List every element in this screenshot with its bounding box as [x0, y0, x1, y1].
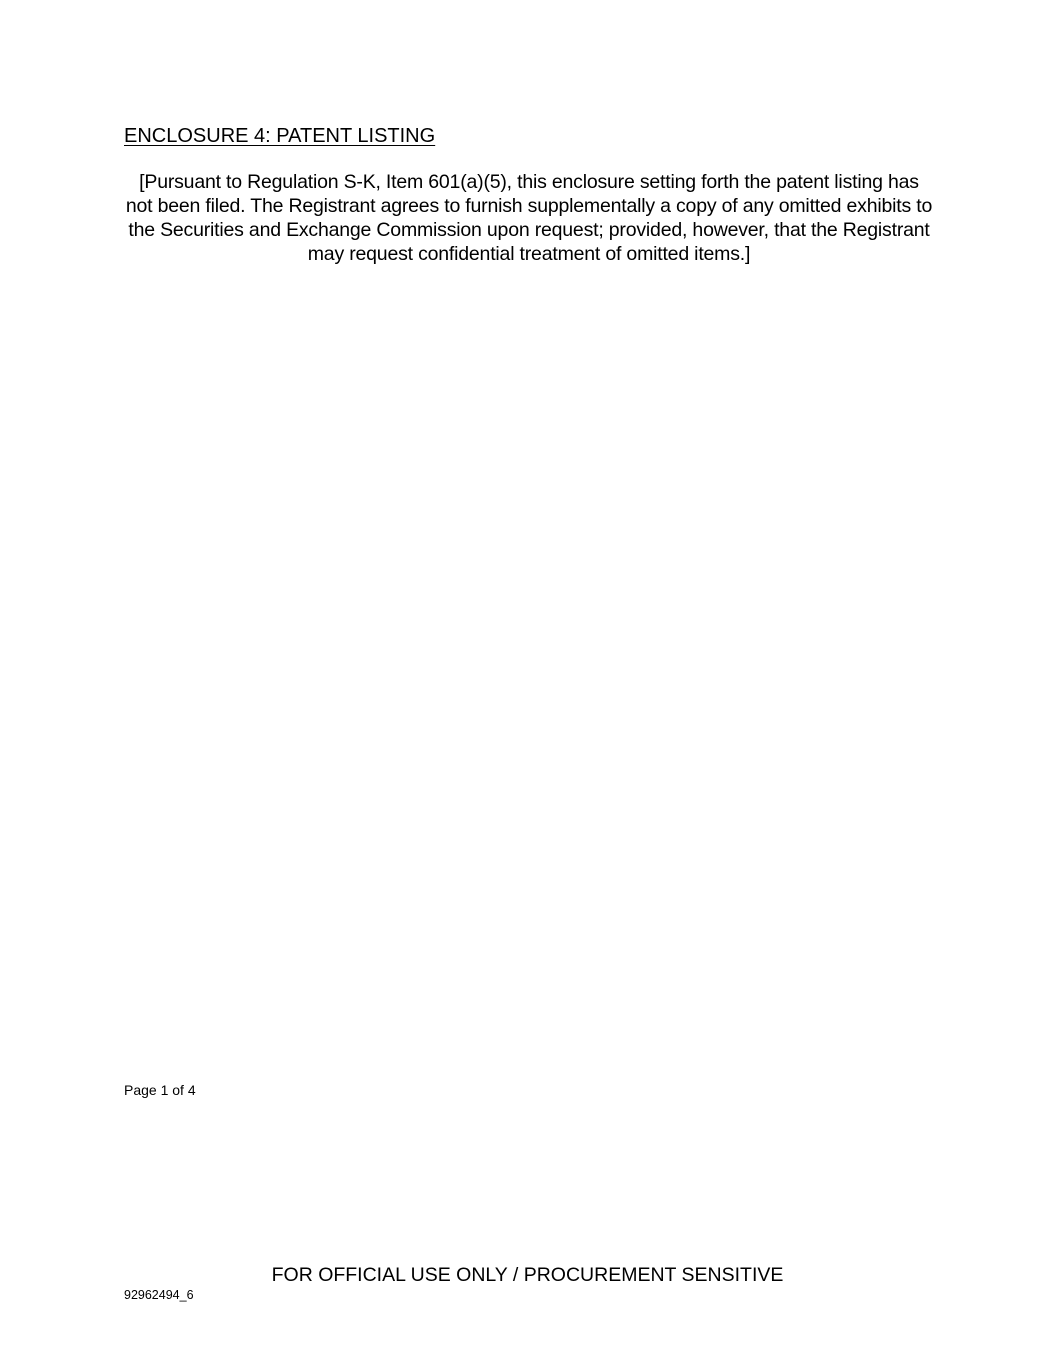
enclosure-title: ENCLOSURE 4: PATENT LISTING: [124, 125, 436, 147]
document-id: 92962494_6: [124, 1288, 194, 1302]
omission-notice: [Pursuant to Regulation S-K, Item 601(a)(5), this enclosure setting forth the patent listing has not been filed. The Registrant agrees to furnish supplementally a copy of any omitted exhibits to the Securities and Exchange Commission upon request; provided, however, that the Registrant may request confidential treatment of omitted items.]: [125, 171, 933, 265]
page-number: Page 1 of 4: [124, 1082, 196, 1098]
classification-footer: FOR OFFICIAL USE ONLY / PROCUREMENT SENSITIVE: [271, 1264, 784, 1286]
